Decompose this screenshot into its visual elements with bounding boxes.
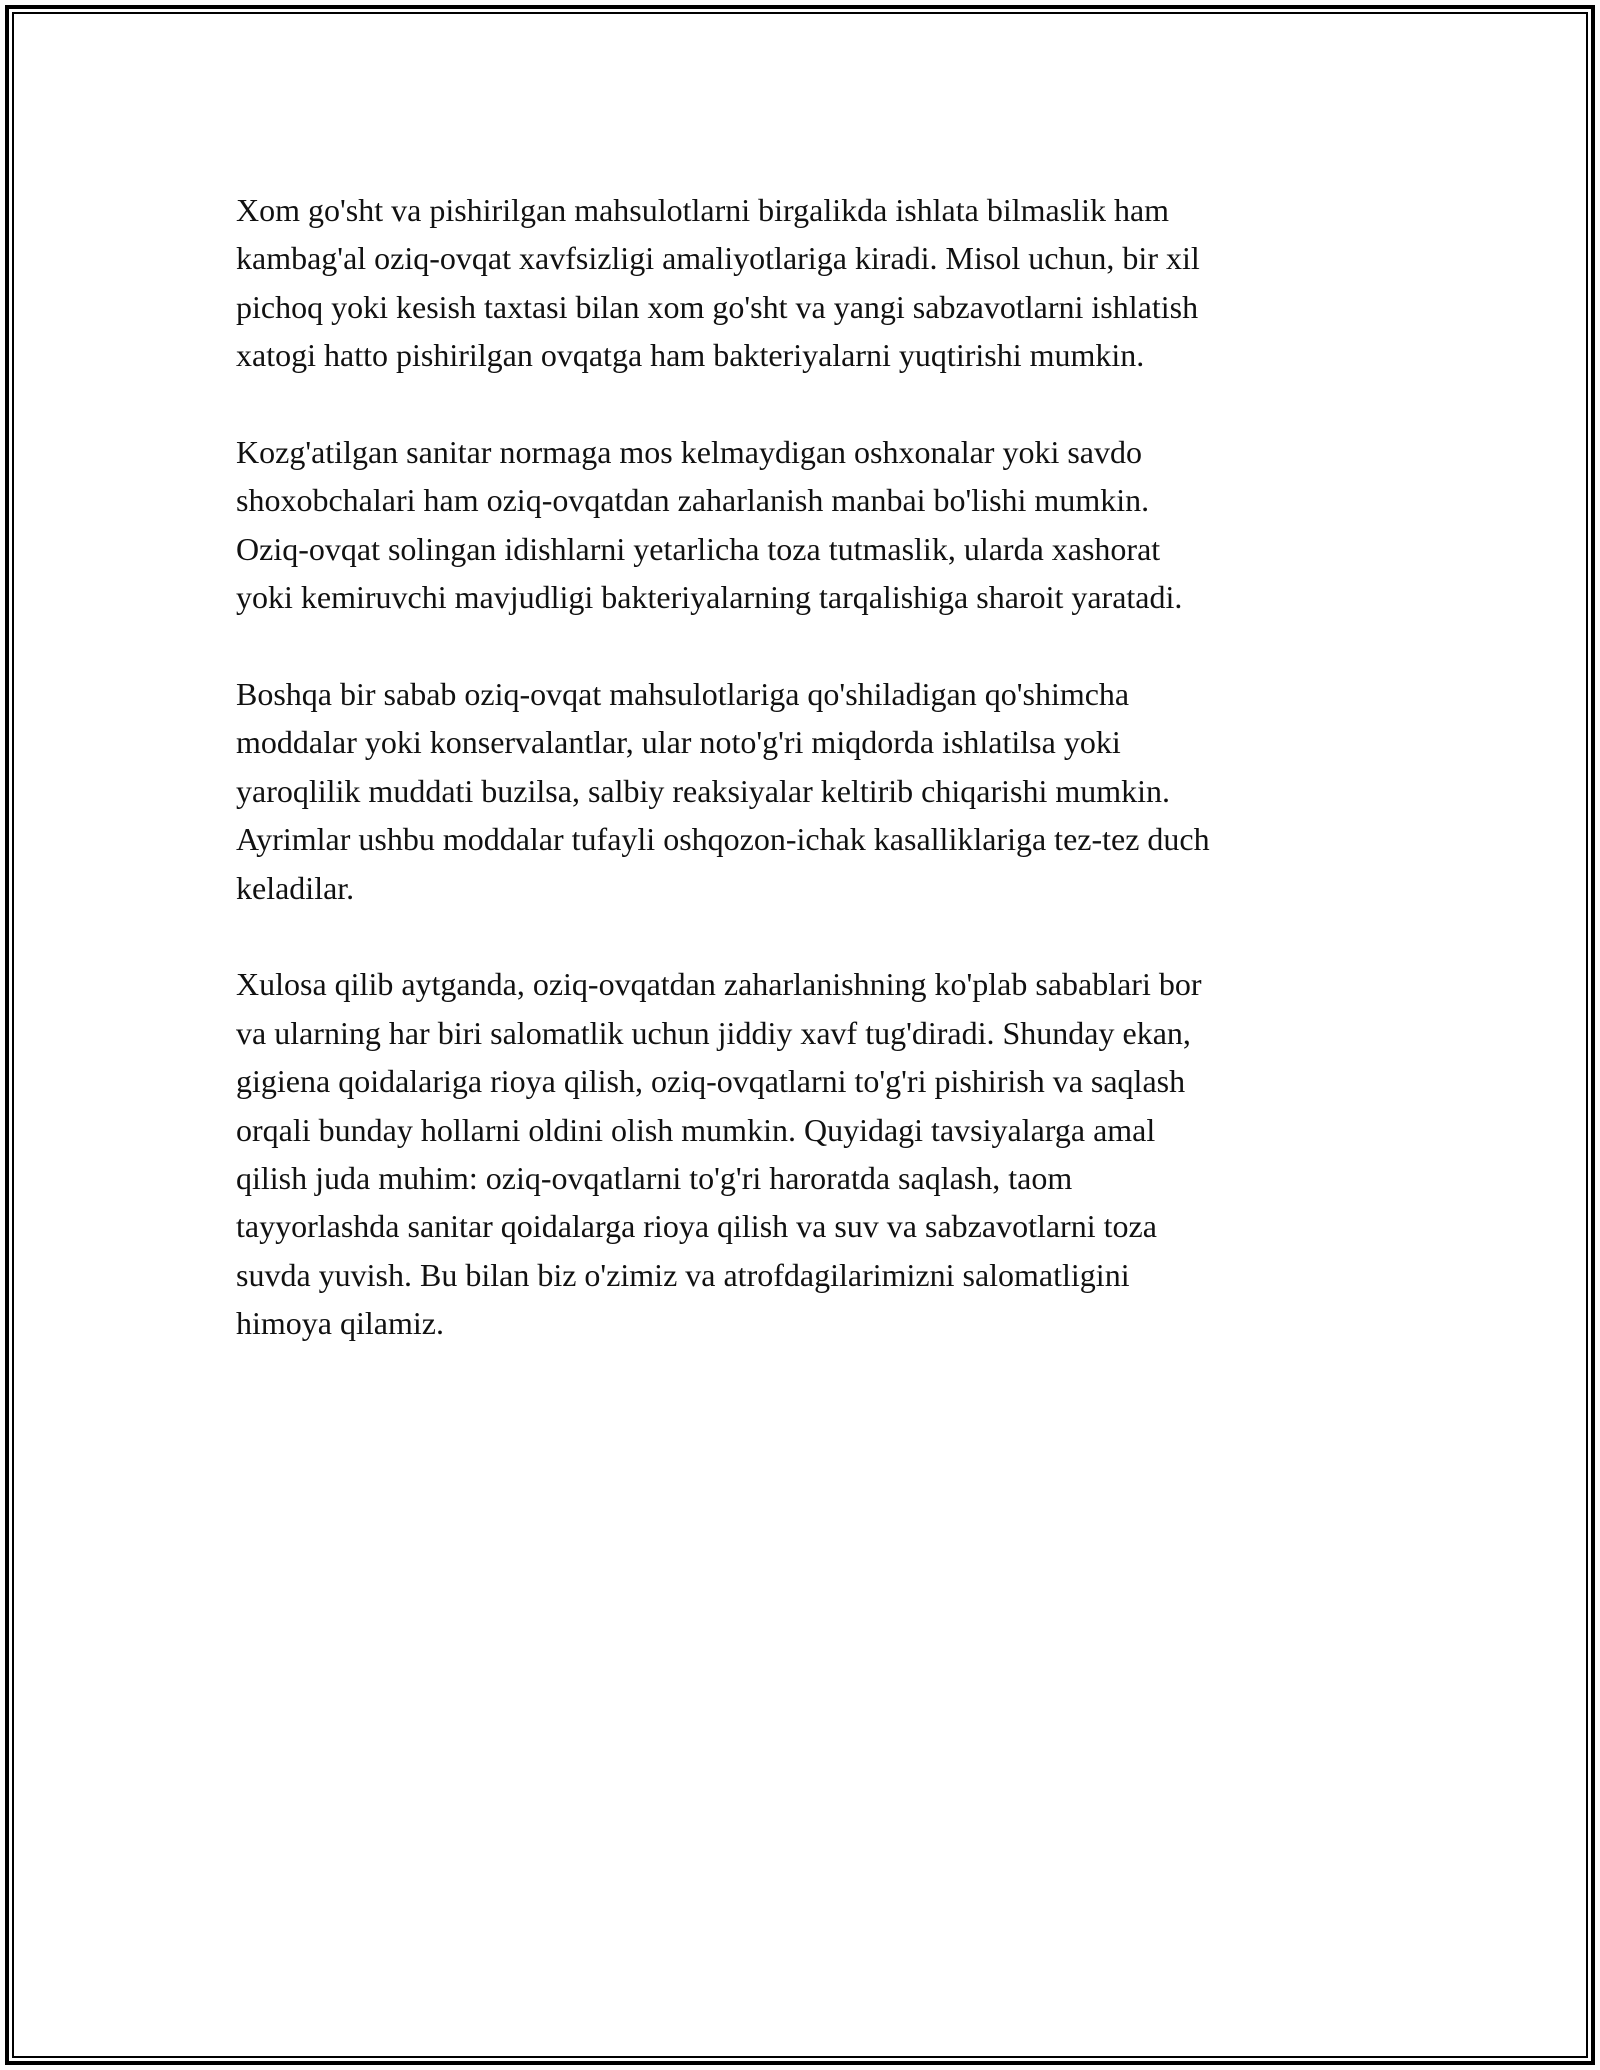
paragraph-line: Xom go'sht va pishirilgan mahsulotlarni birgalikda ishlata bilmaslik ham bbox=[236, 192, 1170, 228]
paragraph-line: xatogi hatto pishirilgan ovqatga ham bakteriyalarni yuqtirishi mumkin. bbox=[236, 337, 1145, 374]
paragraph-line: moddalar yoki konservalantlar, ular noto'g'ri miqdorda ishlatilsa yoki bbox=[236, 724, 1121, 761]
paragraph-line: Kozg'atilgan sanitar normaga mos kelmaydigan oshxonalar yoki savdo bbox=[236, 434, 1142, 471]
paragraph-line: Oziq-ovqat solingan idishlarni yetarlicha toza tutmaslik, ularda xashorat bbox=[236, 530, 1161, 567]
paragraph-line: pichoq yoki kesish taxtasi bilan xom go'sht va yangi sabzavotlarni ishlatish bbox=[236, 288, 1199, 325]
paragraph-line: va ularning har biri salomatlik uchun jiddiy xavf tug'diradi. Shunday ekan, bbox=[236, 1014, 1191, 1051]
paragraph-line: yoki kemiruvchi mavjudligi bakteriyalarning tarqalishiga sharoit yaratadi. bbox=[236, 579, 1183, 616]
paragraph-line: suvda yuvish. Bu bilan biz o'zimiz va atrofdagilarimizni salomatligini bbox=[236, 1256, 1130, 1293]
paragraph-line: Ayrimlar ushbu moddalar tufayli oshqozon-ichak kasalliklariga tez-tez duch bbox=[236, 821, 1210, 858]
paragraph-line: Boshqa bir sabab oziq-ovqat mahsulotlariga qo'shiladigan qo'shimcha bbox=[236, 676, 1130, 713]
paragraph-3 bbox=[236, 670, 1376, 912]
paragraph-2 bbox=[236, 428, 1376, 622]
paragraph-line: shoxobchalari ham oziq-ovqatdan zaharlanish manbai bo'lishi mumkin. bbox=[236, 482, 1150, 519]
paragraph-line: tayyorlashda sanitar qoidalarga rioya qilish va suv va sabzavotlarni toza bbox=[236, 1208, 1157, 1245]
paragraph-1 bbox=[236, 186, 1376, 380]
paragraph-line: keladilar. bbox=[236, 869, 355, 906]
paragraph-line: himoya qilamiz. bbox=[236, 1305, 444, 1342]
paragraph-line: gigiena qoidalariga rioya qilish, oziq-ovqatlarni to'g'ri pishirish va saqlash bbox=[236, 1063, 1186, 1100]
document-body bbox=[236, 186, 1376, 1348]
paragraph-line: qilish juda muhim: oziq-ovqatlarni to'g'ri haroratda saqlash, taom bbox=[236, 1160, 1073, 1197]
paragraph-line: yaroqlilik muddati buzilsa, salbiy reaksiyalar keltirib chiqarishi mumkin. bbox=[236, 772, 1171, 809]
paragraph-line: Xulosa qilib aytganda, oziq-ovqatdan zaharlanishning ko'plab sabablari bor bbox=[236, 966, 1202, 1003]
paragraph-4 bbox=[236, 960, 1376, 1347]
paragraph-line: kambag'al oziq-ovqat xavfsizligi amaliyotlariga kiradi. Misol uchun, bir xil bbox=[236, 240, 1200, 277]
paragraph-line: orqali bunday hollarni oldini olish mumkin. Quyidagi tavsiyalarga amal bbox=[236, 1111, 1156, 1148]
